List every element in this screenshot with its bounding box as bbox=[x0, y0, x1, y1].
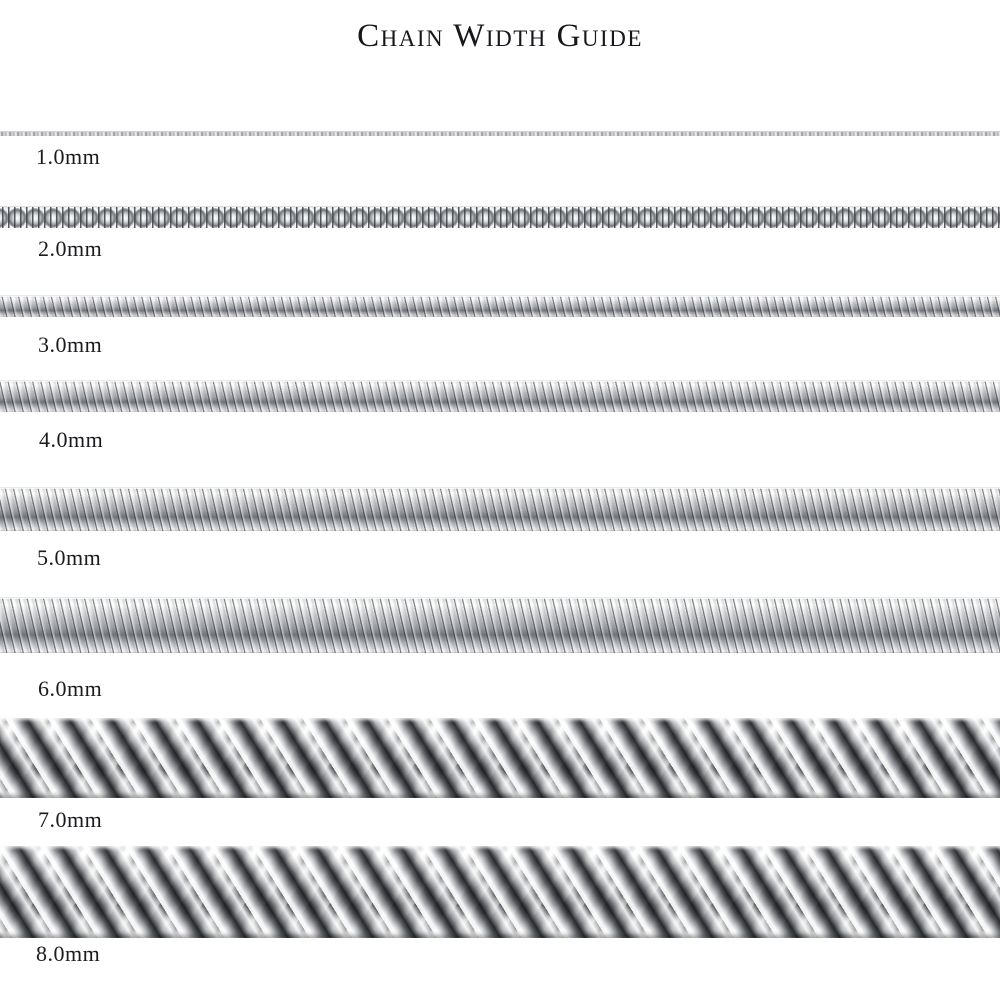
chain-label-7-0mm: 7.0mm bbox=[38, 807, 103, 832]
chain-graphic-1-0mm bbox=[0, 131, 1000, 136]
page-title: Chain Width Guide bbox=[357, 18, 643, 54]
chain-label-8-0mm: 8.0mm bbox=[36, 941, 101, 966]
chain-label-6-0mm: 6.0mm bbox=[38, 676, 103, 701]
chain-label-3-0mm: 3.0mm bbox=[38, 332, 103, 357]
chain-graphic-5-0mm bbox=[0, 487, 1000, 531]
chain-graphic-8-0mm bbox=[0, 846, 1000, 938]
chain-graphic-7-0mm bbox=[0, 718, 1000, 798]
chain-graphic-2-0mm bbox=[0, 206, 1000, 228]
chain-label-4-0mm: 4.0mm bbox=[39, 427, 104, 452]
chain-graphic-3-0mm bbox=[0, 295, 1000, 317]
chain-graphic-6-0mm bbox=[0, 597, 1000, 653]
chain-label-5-0mm: 5.0mm bbox=[37, 545, 102, 570]
chain-label-1-0mm: 1.0mm bbox=[36, 144, 101, 169]
chain-graphic-4-0mm bbox=[0, 380, 1000, 412]
chain-label-2-0mm: 2.0mm bbox=[38, 236, 103, 261]
